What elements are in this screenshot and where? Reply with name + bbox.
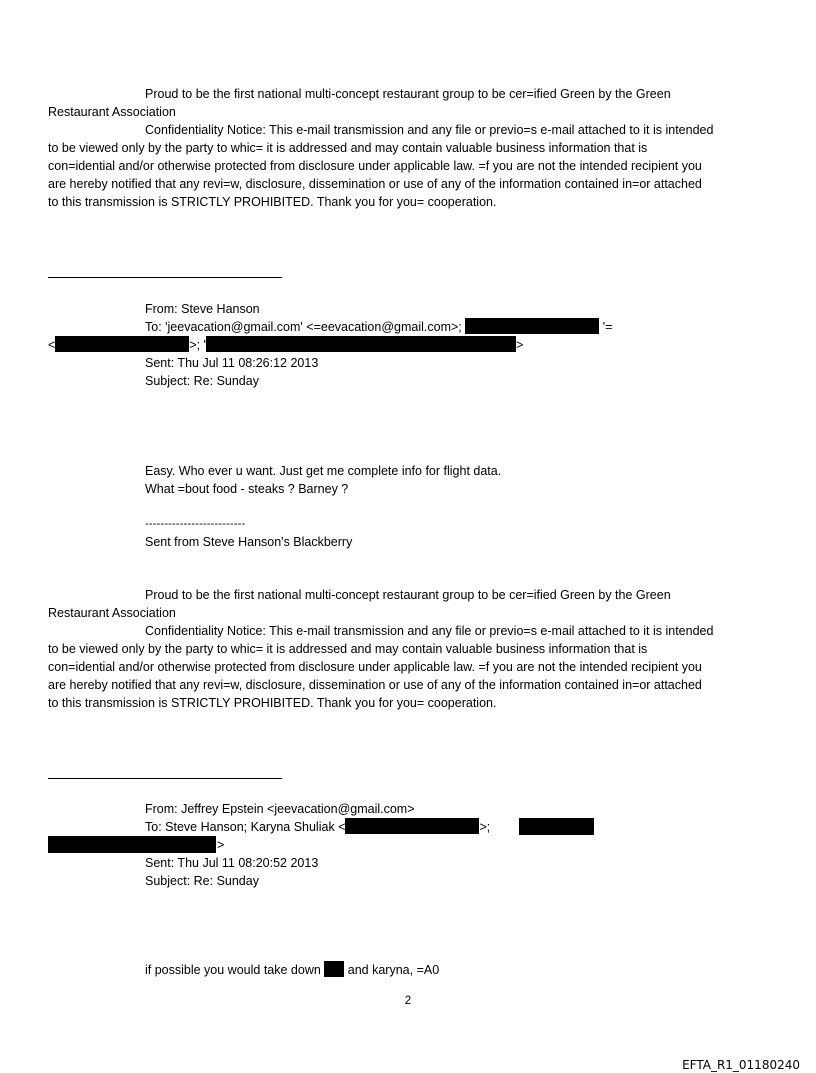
email1-to xyxy=(145,318,612,336)
confidentiality-line-5: to this transmission is STRICTLY PROHIBITED. Thank you for you= cooperation. xyxy=(48,195,497,209)
confidentiality-line-5: to this transmission is STRICTLY PROHIBITED. Thank you for you= cooperation. xyxy=(48,696,497,710)
email2-sent: Sent: Thu Jul 11 08:20:52 2013 xyxy=(145,856,319,870)
signature-rule: -------------------------- xyxy=(145,518,246,530)
redaction-box xyxy=(55,336,189,352)
confidentiality-line-1: Confidentiality Notice: This e-mail transmission and any file or previo=s e-mail attached to it is intended xyxy=(145,624,714,638)
confidentiality-line-1: Confidentiality Notice: This e-mail transmission and any file or previo=s e-mail attached to it is intended xyxy=(145,123,714,137)
email1-to-cont-end: > xyxy=(515,338,524,352)
email1-to-suffix: '= xyxy=(602,320,613,334)
email2-to-suffix: >; xyxy=(479,820,491,834)
separator-rule xyxy=(48,778,282,779)
email1-subject: Subject: Re: Sunday xyxy=(145,374,259,388)
email2-subject: Subject: Re: Sunday xyxy=(145,874,259,888)
email1-signature: Sent from Steve Hanson's Blackberry xyxy=(145,535,353,549)
confidentiality-line-3: con=idential and/or otherwise protected from disclosure under applicable law. =f you are not the intended recipient you xyxy=(48,660,702,674)
email1-from: From: Steve Hanson xyxy=(145,302,260,316)
redaction-box xyxy=(206,336,516,352)
page-number: 2 xyxy=(404,995,412,1007)
redaction-box xyxy=(345,818,479,834)
email1-to-cont-mid: >; ' xyxy=(189,338,206,352)
email2-from: From: Jeffrey Epstein <jeevacation@gmail.com> xyxy=(145,802,415,816)
green-notice-line-2: Restaurant Association xyxy=(48,105,176,119)
email2-body-start: if possible you would take down xyxy=(145,963,321,977)
email1-body-line-2: What =bout food - steaks ? Barney ? xyxy=(145,482,349,496)
email2-to xyxy=(145,818,490,836)
separator-rule xyxy=(48,277,282,278)
bates-number: EFTA_R1_01180240 xyxy=(682,1058,800,1072)
confidentiality-line-4: are hereby notified that any revi=w, disclosure, dissemination or use of any of the information contained in=or attached xyxy=(48,678,702,692)
redaction-box xyxy=(519,818,594,835)
email2-to-cont-end: > xyxy=(217,838,225,852)
redaction-box xyxy=(324,961,344,977)
email2-body-line xyxy=(145,961,439,979)
green-notice-line-2: Restaurant Association xyxy=(48,606,176,620)
email1-sent: Sent: Thu Jul 11 08:26:12 2013 xyxy=(145,356,319,370)
email2-to-text: To: Steve Hanson; Karyna Shuliak < xyxy=(145,820,346,834)
email1-to-continued xyxy=(48,336,523,354)
email1-body-line-1: Easy. Who ever u want. Just get me complete info for flight data. xyxy=(145,464,502,478)
green-notice-line-1: Proud to be the first national multi-concept restaurant group to be cer=ified Green by the Green xyxy=(145,588,671,602)
confidentiality-line-2: to be viewed only by the party to whic= it is addressed and may contain valuable business information that is xyxy=(48,141,648,155)
redaction-box xyxy=(465,318,599,334)
green-notice-line-1: Proud to be the first national multi-concept restaurant group to be cer=ified Green by the Green xyxy=(145,87,671,101)
confidentiality-line-2: to be viewed only by the party to whic= it is addressed and may contain valuable business information that is xyxy=(48,642,648,656)
email2-body-end: and karyna, =A0 xyxy=(347,963,440,977)
confidentiality-line-3: con=idential and/or otherwise protected from disclosure under applicable law. =f you are not the intended recipient you xyxy=(48,159,702,173)
email1-to-text: To: 'jeevacation@gmail.com' <=eevacation@gmail.com>; xyxy=(145,320,462,334)
email1-to-cont-start: < xyxy=(48,338,56,352)
redaction-box xyxy=(48,836,216,853)
confidentiality-line-4: are hereby notified that any revi=w, disclosure, dissemination or use of any of the information contained in=or attached xyxy=(48,177,702,191)
